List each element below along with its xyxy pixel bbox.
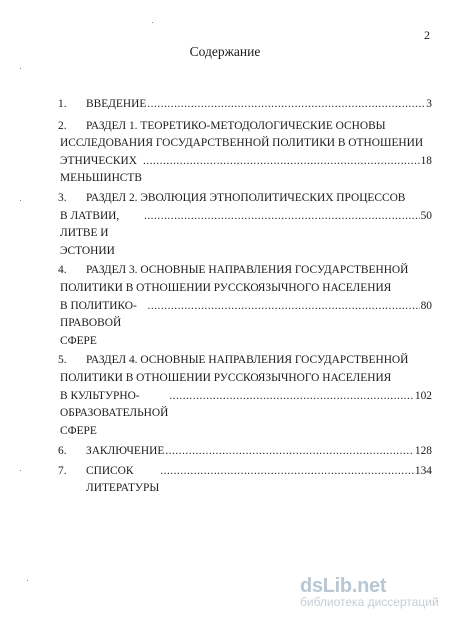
toc-entry-number: 7. xyxy=(58,464,67,477)
toc-entry[interactable] xyxy=(40,262,432,350)
watermark xyxy=(300,575,450,609)
toc-leader-dots xyxy=(165,443,414,461)
toc-entry-text: РАЗДЕЛ 2. ЭВОЛЮЦИЯ ЭТНОПОЛИТИЧЕСКИХ ПРОЦЕССОВ xyxy=(86,191,406,204)
toc-entry-text: ВВЕДЕНИЕ xyxy=(86,98,147,110)
toc-leader-dots xyxy=(169,388,414,406)
toc-entry[interactable] xyxy=(40,118,432,188)
page-number: 2 xyxy=(424,28,430,42)
toc-entry-number: 4. xyxy=(58,264,67,277)
page-title: Содержание xyxy=(189,44,261,59)
toc-entry[interactable] xyxy=(40,443,432,461)
toc-entry-text: ИССЛЕДОВАНИЯ ГОСУДАРСТВЕННОЙ ПОЛИТИКИ В ОТНОШЕНИИ xyxy=(60,137,424,150)
toc-entry-text: ПОЛИТИКИ В ОТНОШЕНИИ РУССКОЯЗЫЧНОГО НАСЕЛЕНИЯ xyxy=(60,371,392,384)
toc-entry-text: ЗАКЛЮЧЕНИЕ xyxy=(86,445,165,458)
toc-leader-dots xyxy=(148,298,420,316)
toc-entry-page: 102 xyxy=(414,389,432,402)
toc-entry[interactable] xyxy=(40,352,432,440)
toc-entry-text: ЭТНИЧЕСКИХ МЕНЬШИНСТВ xyxy=(60,154,142,185)
toc-leader-dots xyxy=(143,153,420,171)
toc-entry[interactable] xyxy=(40,96,432,114)
toc-entry-text: СПИСОК ЛИТЕРАТУРЫ xyxy=(86,464,160,495)
watermark-brand: dsLib.net xyxy=(300,575,387,597)
toc-entry-number: 6. xyxy=(58,445,67,458)
toc-entry-page: 3 xyxy=(426,98,432,110)
toc-leader-dots xyxy=(147,96,425,114)
toc-entry-text: РАЗДЕЛ 3. ОСНОВНЫЕ НАПРАВЛЕНИЯ ГОСУДАРСТВЕННОЙ xyxy=(86,264,409,277)
toc-entry-number: 2. xyxy=(58,119,67,132)
toc-entry-text: В ЛАТВИИ, ЛИТВЕ И ЭСТОНИИ xyxy=(60,209,120,257)
toc-entry-page: 18 xyxy=(420,154,432,167)
toc-entry-number: 5. xyxy=(58,354,67,367)
toc-leader-dots xyxy=(144,208,420,226)
toc-entry-text: РАЗДЕЛ 1. ТЕОРЕТИКО-МЕТОДОЛОГИЧЕСКИЕ ОСНОВЫ xyxy=(86,119,386,132)
toc-entry-text: ПОЛИТИКИ В ОТНОШЕНИИ РУССКОЯЗЫЧНОГО НАСЕЛЕНИЯ xyxy=(60,281,392,294)
toc-entry-text: В КУЛЬТУРНО-ОБРАЗОВАТЕЛЬНОЙ СФЕРЕ xyxy=(60,389,169,437)
toc-entry[interactable] xyxy=(40,463,432,498)
toc-entry-page: 128 xyxy=(414,445,432,458)
toc-entry-number: 1. xyxy=(58,98,67,110)
watermark-caption: библиотека диссертаций xyxy=(300,595,439,609)
toc-entry[interactable] xyxy=(40,190,432,260)
toc-entry-text: В ПОЛИТИКО-ПРАВОВОЙ СФЕРЕ xyxy=(60,299,137,347)
table-of-contents xyxy=(40,96,432,498)
toc-entry-page: 134 xyxy=(414,464,432,477)
toc-entry-number: 3. xyxy=(58,191,67,204)
toc-entry-page: 50 xyxy=(420,209,432,222)
toc-leader-dots xyxy=(160,463,414,481)
toc-entry-text: РАЗДЕЛ 4. ОСНОВНЫЕ НАПРАВЛЕНИЯ ГОСУДАРСТВЕННОЙ xyxy=(86,354,409,367)
toc-entry-page: 80 xyxy=(420,299,432,312)
